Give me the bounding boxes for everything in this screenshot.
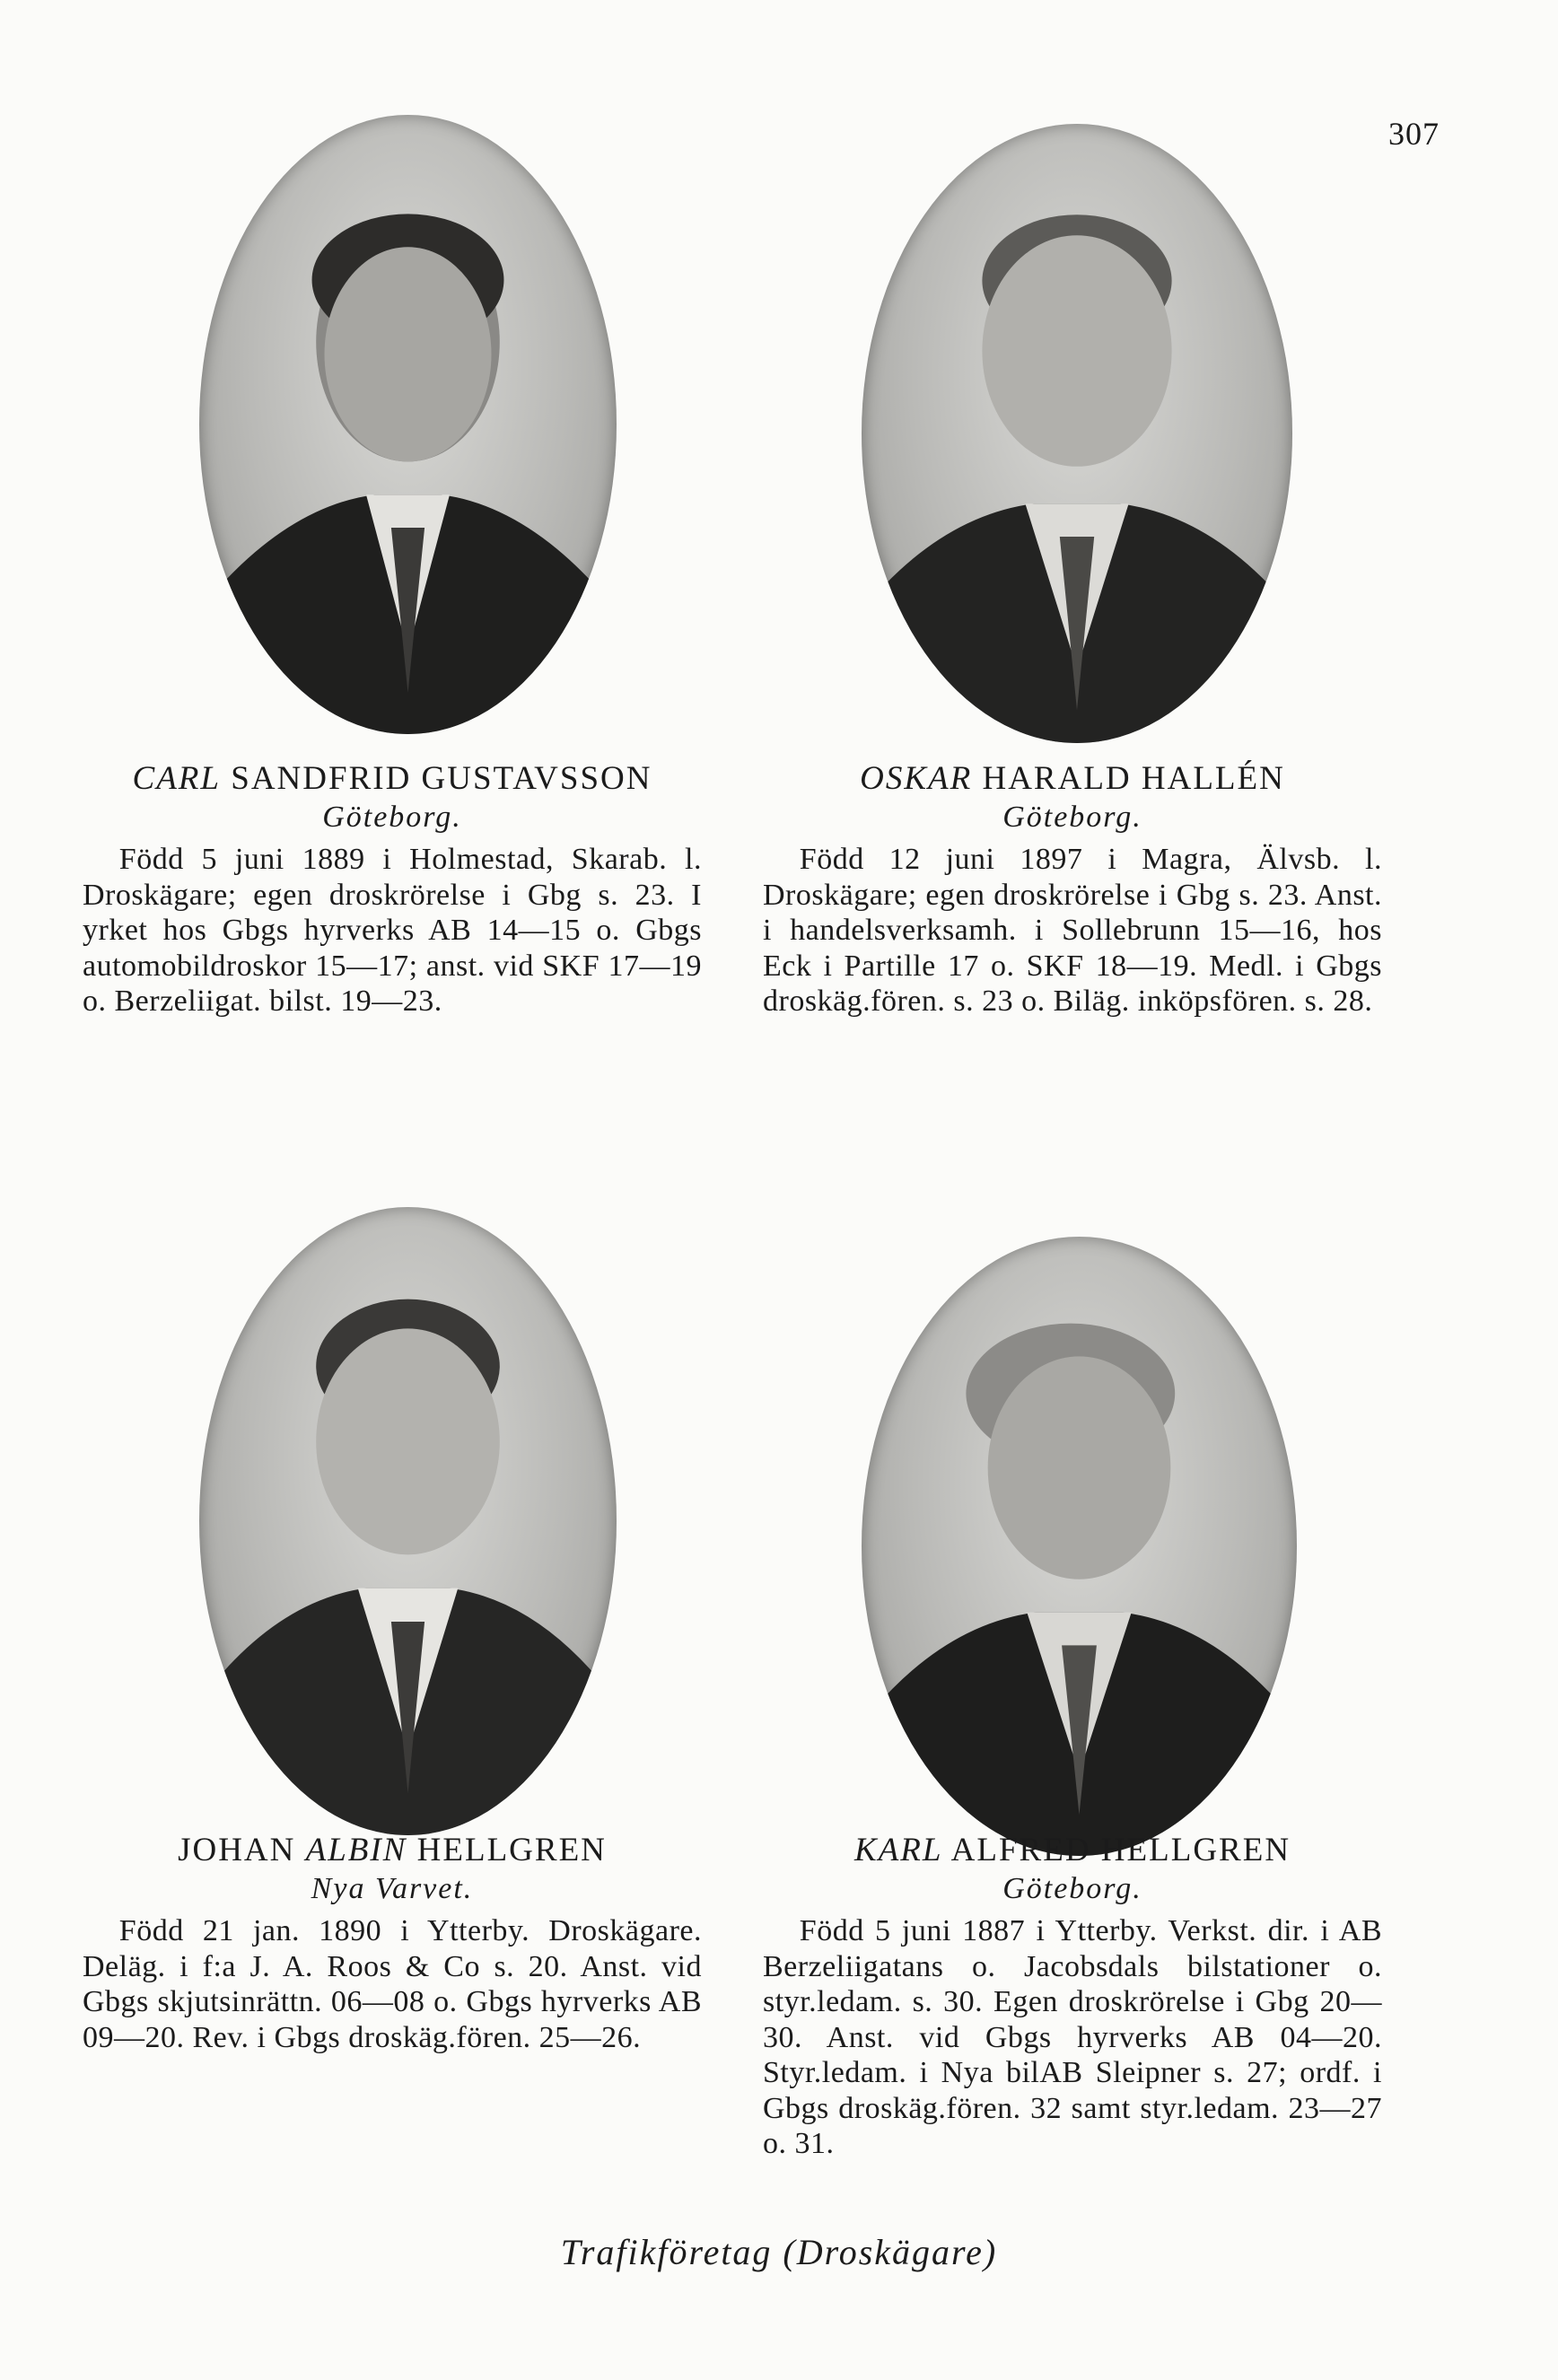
- portrait-johan-hellgren: [199, 1207, 617, 1835]
- entry-johan-hellgren: [83, 1831, 702, 2055]
- portrait-photo: [862, 1237, 1297, 1856]
- entry-oskar-hallen: [763, 759, 1382, 1019]
- person-name: JOHAN ALBIN HELLGREN: [178, 1832, 607, 1868]
- person-name: CARL SANDFRID GUSTAVSSON: [132, 760, 652, 797]
- page-number: 307: [1388, 116, 1440, 152]
- person-name: KARL ALFRED HELLGREN: [853, 1832, 1291, 1868]
- entry-carl-gustavsson: [83, 759, 702, 1019]
- person-bio: Född 12 juni 1897 i Magra, Älvsb. l. Droskägare; egen droskrörelse i Gbg s. 23. Anst. i handelsverksamh. i Sollebrunn 15—16, hos Eck i Partille 17 o. SKF 18—19. Medl. i Gbgs droskäg.fören. s. 23 o. Biläg. inköpsfören. s. 28.: [763, 843, 1382, 1018]
- person-bio: Född 5 juni 1887 i Ytterby. Verkst. dir. i AB Berzeliigatans o. Jacobsdals bilstationer o. styr.ledam. s. 30. Egen droskrörelse i Gbg 20—30. Anst. vid Gbgs hyrverks AB 04—20. Styr.ledam. i Nya bilAB Sleipner s. 27; ordf. i Gbgs droskäg.fören. 32 samt styr.ledam. 23—27 o. 31.: [763, 1914, 1382, 2160]
- portrait-photo: [862, 124, 1292, 743]
- page-footer: Trafikföretag (Droskägare): [560, 2232, 998, 2272]
- portrait-karl-hellgren: [862, 1237, 1297, 1856]
- person-place: Göteborg.: [1002, 801, 1142, 834]
- person-place: Nya Varvet.: [311, 1872, 474, 1905]
- person-place: Göteborg.: [1002, 1872, 1142, 1905]
- entry-karl-hellgren: [763, 1831, 1382, 2162]
- portrait-photo: [199, 1207, 617, 1835]
- portrait-oskar-hallen: [862, 124, 1292, 743]
- person-place: Göteborg.: [322, 801, 462, 834]
- person-bio: Född 21 jan. 1890 i Ytterby. Droskägare. Deläg. i f:a J. A. Roos & Co s. 20. Anst. vid Gbgs skjutsinrättn. 06—08 o. Gbgs hyrverks AB 09—20. Rev. i Gbgs droskäg.fören. 25—26.: [83, 1914, 702, 2054]
- portrait-photo: [199, 115, 617, 734]
- person-bio: Född 5 juni 1889 i Holmestad, Skarab. l. Droskägare; egen droskrörelse i Gbg s. 23. I yrket hos Gbgs hyrverks AB 14—15 o. Gbgs automobildroskor 15—17; anst. vid SKF 17—19 o. Berzeliigat. bilst. 19—23.: [83, 843, 702, 1018]
- portrait-carl-gustavsson: [199, 115, 617, 734]
- person-name: OSKAR HARALD HALLÉN: [860, 760, 1285, 797]
